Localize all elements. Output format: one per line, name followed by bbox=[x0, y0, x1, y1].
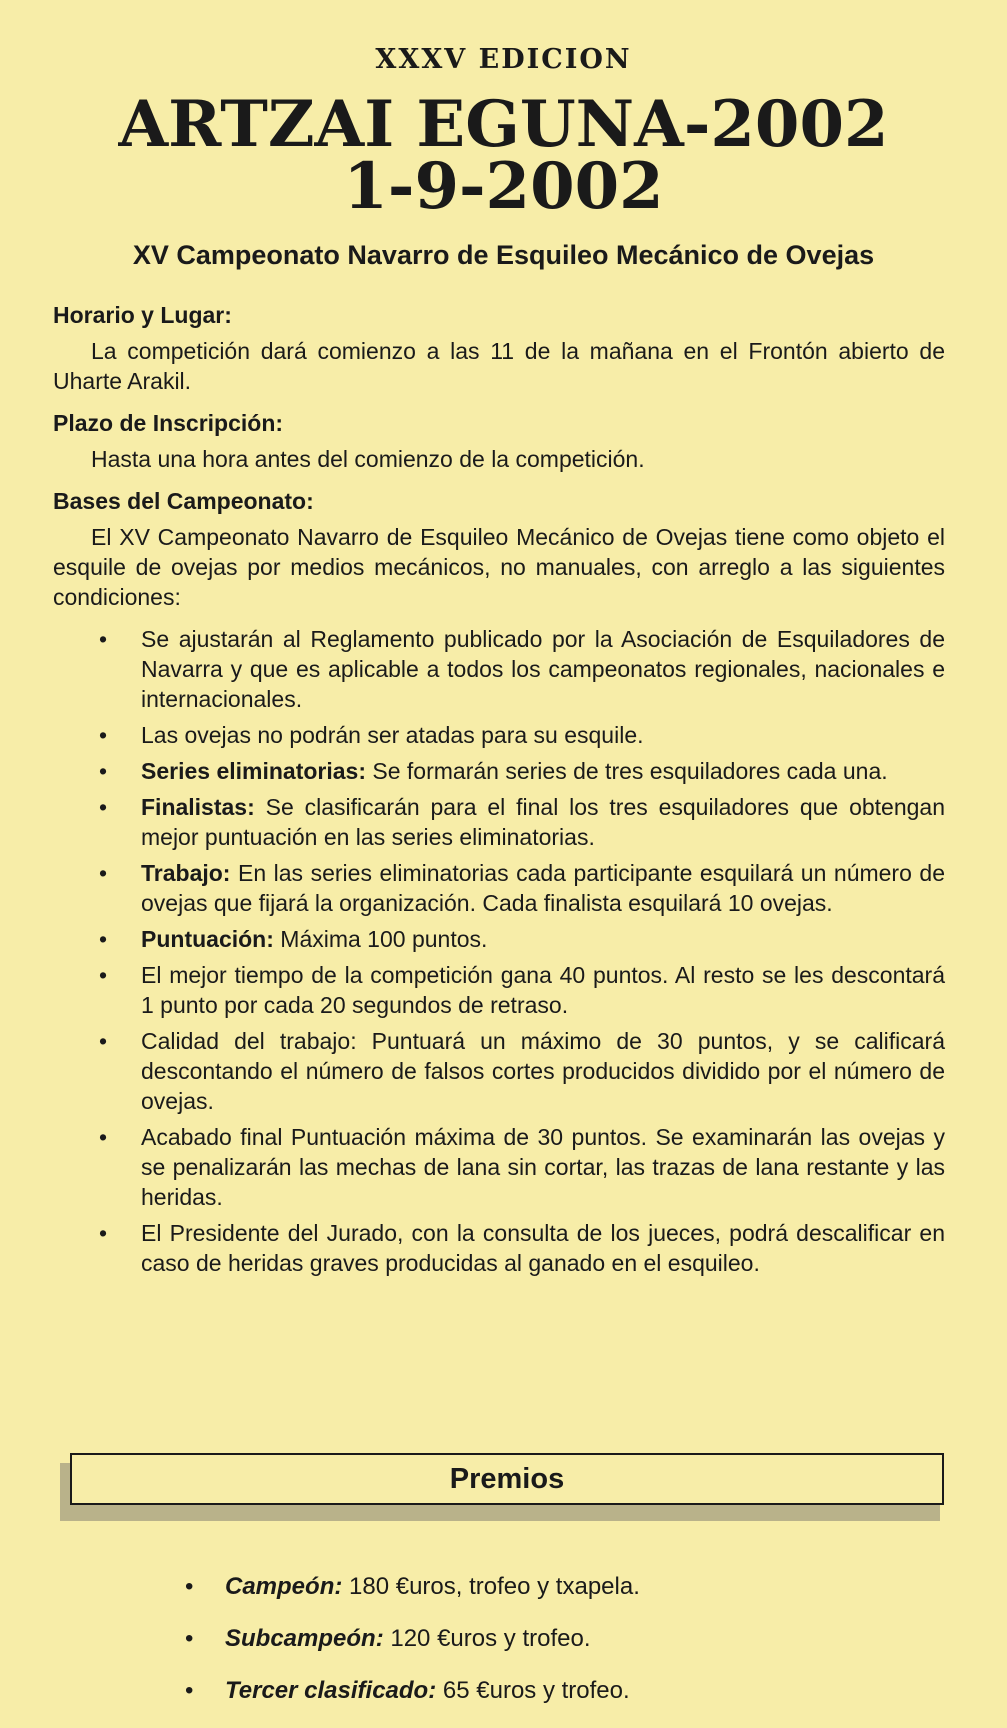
section-horario bbox=[53, 300, 945, 396]
list-item: • Calidad del trabajo: Puntuará un máximo de 30 puntos, y se calificará descontando el número de falsos cortes producidos dividido por el número de ovejas. bbox=[99, 1028, 945, 1114]
list-item: • Trabajo: En las series eliminatorias cada participante esquilará un número de ovejas que fijará la organización. Cada finalista esquilará 10 ovejas. bbox=[99, 860, 945, 916]
prizes-heading: Premios bbox=[70, 1453, 944, 1505]
text-horario: La competición dará comienzo a las 11 de la mañana en el Frontón abierto de Uharte Arakil. bbox=[53, 338, 945, 394]
bullet-icon: • bbox=[99, 926, 108, 952]
conditions-list bbox=[53, 624, 945, 1278]
bullet-icon: • bbox=[99, 758, 108, 784]
bullet-icon: • bbox=[185, 1625, 194, 1652]
bullet-icon: • bbox=[99, 626, 108, 652]
list-item: • Acabado final Puntuación máxima de 30 puntos. Se examinarán las ovejas y se penalizarán las mechas de lana sin cortar, las trazas de lana restante y las heridas. bbox=[99, 1124, 945, 1210]
bullet-icon: • bbox=[99, 1220, 108, 1246]
section-plazo bbox=[53, 408, 945, 474]
heading-bases: Bases del Campeonato: bbox=[53, 488, 314, 514]
prize-item: • Tercer clasificado: 65 €uros y trofeo. bbox=[185, 1677, 630, 1704]
prize-item: • Campeón: 180 €uros, trofeo y txapela. bbox=[185, 1573, 640, 1600]
bullet-icon: • bbox=[185, 1573, 194, 1600]
section-bases bbox=[53, 486, 945, 612]
content-body bbox=[53, 300, 945, 1284]
bullet-icon: • bbox=[99, 794, 108, 820]
date-title: 1-9-2002 bbox=[343, 149, 664, 224]
bullet-icon: • bbox=[99, 722, 108, 748]
heading-horario: Horario y Lugar: bbox=[53, 302, 232, 328]
bullet-icon: • bbox=[99, 860, 108, 886]
text-plazo: Hasta una hora antes del comienzo de la competición. bbox=[91, 446, 645, 472]
list-item: • Se ajustarán al Reglamento publicado por la Asociación de Esquiladores de Navarra y que es aplicable a todos los campeonatos regionales, nacionales e internacionales. bbox=[99, 626, 945, 712]
main-title: ARTZAI EGUNA-2002 bbox=[118, 87, 889, 162]
list-item: • Puntuación: Máxima 100 puntos. bbox=[99, 926, 488, 952]
list-item: • Finalistas: Se clasificarán para el final los tres esquiladores que obtengan mejor puntuación en las series eliminatorias. bbox=[99, 794, 946, 850]
subtitle: XV Campeonato Navarro de Esquileo Mecánico de Ovejas bbox=[132, 240, 875, 270]
edition-label: XXXV EDICION bbox=[375, 44, 632, 75]
bullet-icon: • bbox=[99, 962, 108, 988]
list-item: • El Presidente del Jurado, con la consulta de los jueces, podrá descalificar en caso de heridas graves producidas al ganado en el esquileo. bbox=[99, 1220, 945, 1276]
bullet-icon: • bbox=[185, 1677, 194, 1704]
list-item: • Series eliminatorias: Se formarán series de tres esquiladores cada una. bbox=[99, 758, 888, 784]
heading-plazo: Plazo de Inscripción: bbox=[53, 410, 284, 436]
list-item: • Las ovejas no podrán ser atadas para su esquile. bbox=[99, 722, 644, 748]
bullet-icon: • bbox=[99, 1124, 108, 1150]
text-bases: El XV Campeonato Navarro de Esquileo Mecánico de Ovejas tiene como objeto el esquile de ovejas por medios mecánicos, no manuales, con arreglo a las siguientes condiciones: bbox=[53, 524, 945, 610]
prizes-list bbox=[185, 1572, 945, 1728]
list-item: • El mejor tiempo de la competición gana 40 puntos. Al resto se les descontará 1 punto por cada 20 segundos de retraso. bbox=[99, 962, 945, 1018]
prize-item: • Subcampeón: 120 €uros y trofeo. bbox=[185, 1625, 591, 1652]
bullet-icon: • bbox=[99, 1028, 108, 1054]
